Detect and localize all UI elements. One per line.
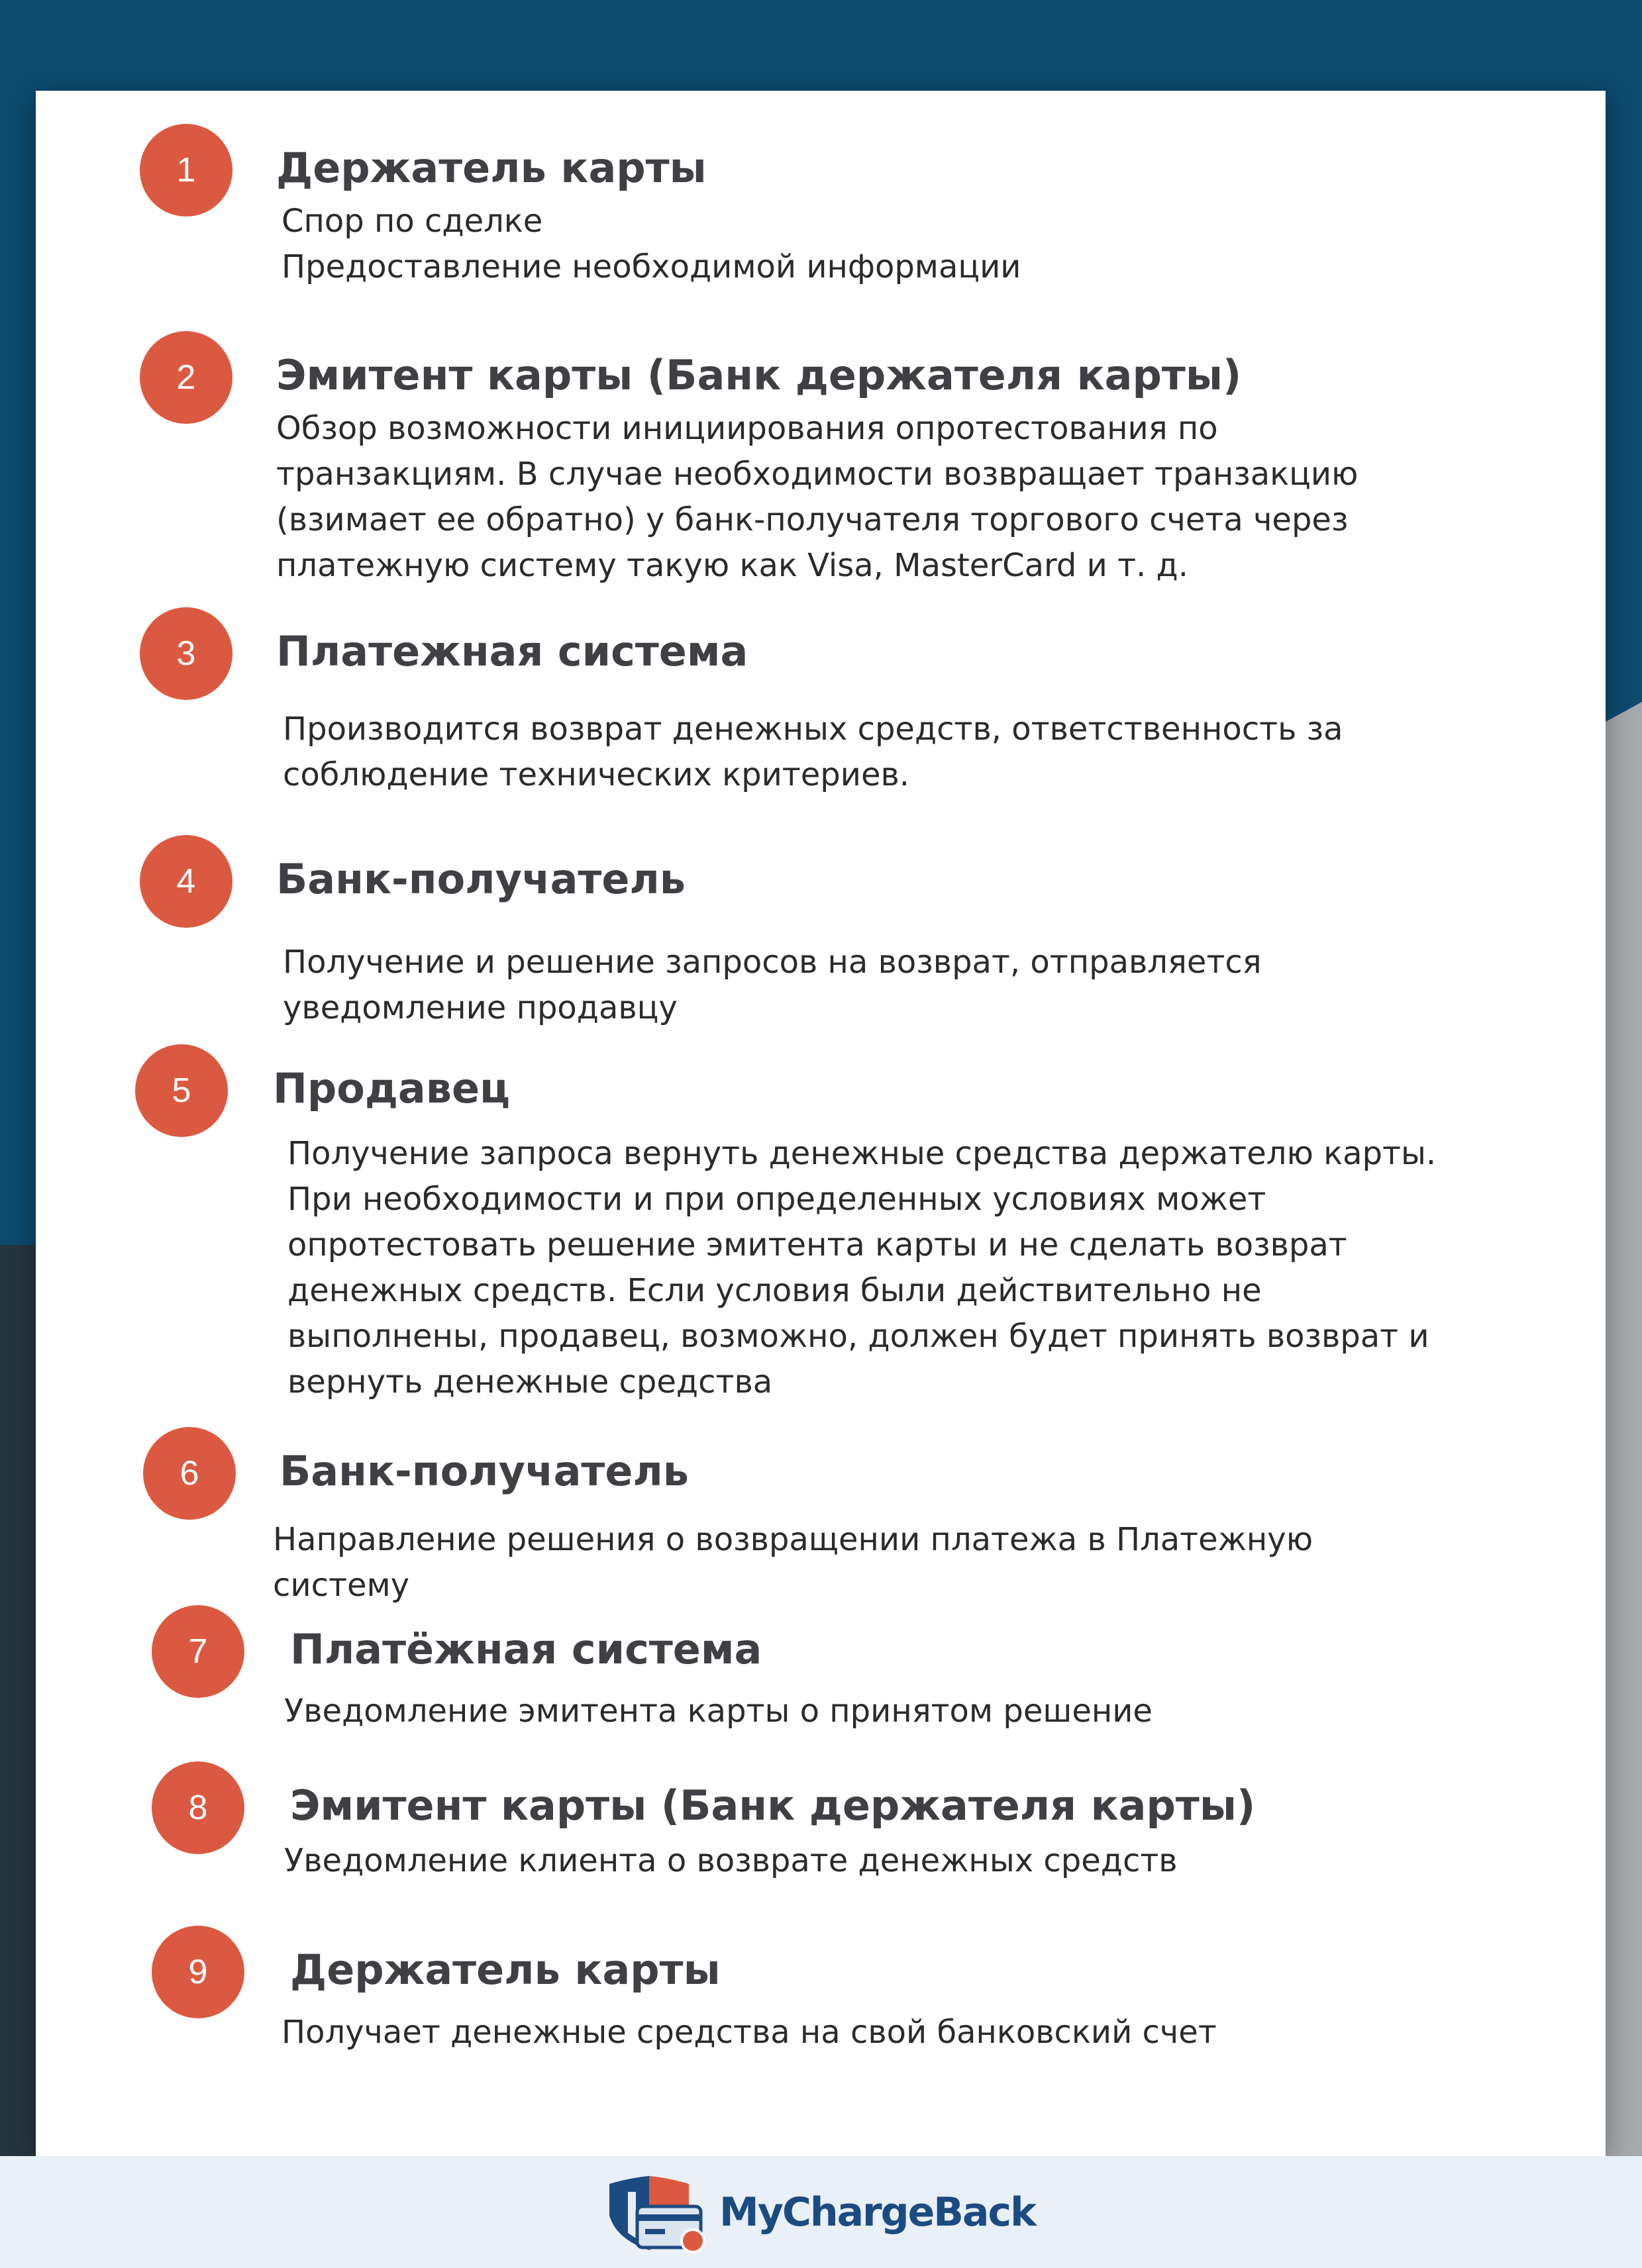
step-description <box>282 199 1021 290</box>
description-line: уведомление продавцу <box>283 989 678 1026</box>
brand-logo[interactable] <box>596 2172 1060 2258</box>
description-line: платежную систему такую как Visa, MasterCard и т. д. <box>276 547 1188 584</box>
description-line: Получение запроса вернуть денежные средства держателю карты. <box>287 1135 1437 1172</box>
description-line: транзакциям. В случае необходимости возвращает транзакцию <box>276 456 1359 493</box>
step-number-badge: 2 <box>140 331 232 424</box>
step-number-badge: 4 <box>140 835 232 928</box>
description-line: Обзор возможности инициирования опротестования по <box>276 410 1218 447</box>
step-number-badge: 1 <box>140 124 232 217</box>
step-description <box>287 1131 1436 1405</box>
step-title: Эмитент карты (Банк держателя карты) <box>290 1781 1256 1830</box>
step-description <box>283 707 1343 798</box>
description-line: соблюдение технических критериев. <box>283 756 910 793</box>
description-line: Направление решения о возвращении платежа в Платежную <box>273 1521 1313 1558</box>
description-line: опротестовать решение эмитента карты и не сделать возврат <box>287 1226 1347 1263</box>
footer <box>0 2156 1642 2268</box>
step-title: Держатель карты <box>276 144 707 192</box>
description-line: Уведомление клиента о возврате денежных средств <box>284 1842 1178 1879</box>
step-number-badge: 6 <box>143 1427 236 1520</box>
step-number-badge: 7 <box>152 1605 244 1698</box>
description-line: Получение и решение запросов на возврат, отправляется <box>283 944 1262 981</box>
description-line: Получает денежные средства на свой банковский счет <box>282 2014 1217 2051</box>
step-description <box>282 2010 1217 2055</box>
description-line: Предоставление необходимой информации <box>282 248 1021 285</box>
brand-name: MyChargeBack <box>719 2189 1035 2236</box>
step-number-badge: 3 <box>140 607 232 700</box>
description-line: денежных средств. Если условия были действительно не <box>287 1272 1262 1309</box>
step-title: Продавец <box>273 1064 511 1112</box>
description-line: При необходимости и при определенных условиях может <box>287 1181 1266 1218</box>
description-line: (взимает ее обратно) у банк-получателя торгового счета через <box>276 501 1349 538</box>
step-description <box>284 1838 1178 1884</box>
step-number-badge: 8 <box>152 1761 244 1854</box>
step-number-badge: 9 <box>152 1926 244 2018</box>
step-description <box>276 406 1358 589</box>
step-title: Платежная система <box>276 627 748 675</box>
description-line: Уведомление эмитента карты о принятом решение <box>284 1693 1153 1730</box>
step-number-badge: 5 <box>135 1044 228 1137</box>
description-line: Производится возврат денежных средств, ответственность за <box>283 711 1343 748</box>
description-line: вернуть денежные средства <box>287 1363 773 1401</box>
step-title: Платёжная система <box>290 1625 762 1673</box>
step-title: Держатель карты <box>290 1946 721 1994</box>
content-card <box>36 91 1606 2157</box>
step-description <box>273 1517 1313 1608</box>
step-title: Эмитент карты (Банк держателя карты) <box>276 351 1242 399</box>
shield-card-icon <box>596 2172 715 2258</box>
description-line: систему <box>273 1567 410 1604</box>
description-line: Спор по сделке <box>282 203 543 240</box>
step-title: Банк-получатель <box>276 855 686 903</box>
step-description <box>284 1689 1153 1734</box>
step-description <box>283 940 1262 1031</box>
step-title: Банк-получатель <box>280 1447 690 1495</box>
description-line: выполнены, продавец, возможно, должен будет принять возврат и <box>287 1318 1429 1355</box>
